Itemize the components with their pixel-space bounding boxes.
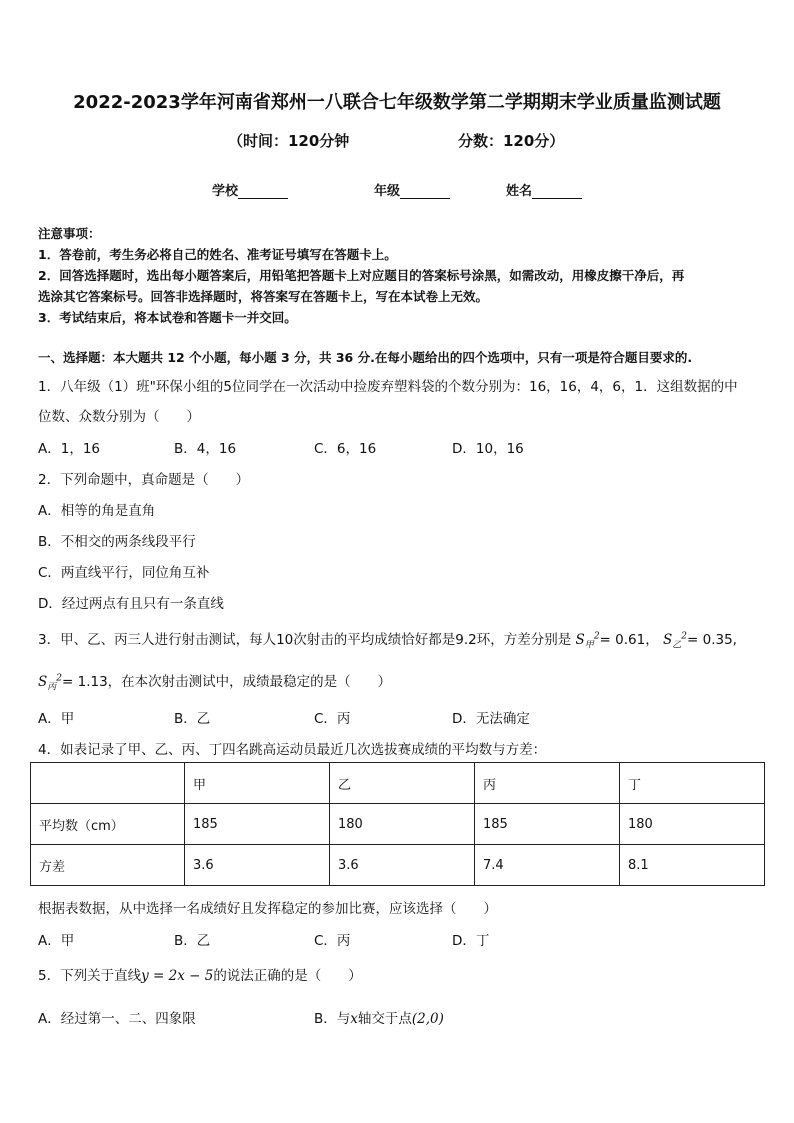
q3-stem-line1: 3．甲、乙、丙三人进行射击测试，每人10次射击的平均成绩恰好都是9.2环，方差分别是 $S_甲^2= 0.61$， $S_乙^2= 0.35$,	[38, 631, 737, 651]
q4-stem: 4．如表记录了甲、乙、丙、丁四名跳高运动员最近几次选拔赛成绩的平均数与方差：	[38, 742, 547, 758]
q3-variance-bing-value: = 1.13	[62, 674, 108, 690]
table-row-label: 平均数（cm）	[31, 804, 185, 845]
q1-option-b[interactable]: B．4，16	[174, 441, 237, 457]
q5-stem	[38, 964, 362, 984]
name-blank	[532, 184, 582, 199]
table-cell: 3.6	[185, 845, 330, 886]
q3-stem-line2	[38, 670, 391, 693]
table-header-bing: 丙	[475, 763, 620, 804]
grade-field[interactable]	[374, 180, 450, 199]
q5-stem-post: 的说法正确的是（ ）	[213, 968, 362, 984]
table-header-jia: 甲	[185, 763, 330, 804]
notice-heading: 注意事项：	[38, 226, 101, 241]
q5-option-b-mid: 轴交于点	[357, 1011, 412, 1027]
table-cell: 185	[185, 804, 330, 845]
table-cell: 185	[475, 804, 620, 845]
q3-option-d[interactable]: D．无法确定	[452, 711, 530, 727]
exam-title: 2022-2023学年河南省郑州一八联合七年级数学第二学期期末学业质量监测试题	[73, 92, 721, 113]
table-cell	[31, 763, 185, 804]
table-row	[31, 804, 765, 845]
name-field[interactable]	[506, 180, 582, 199]
q5-option-b[interactable]	[314, 1007, 444, 1027]
notice-item-1: 1．答卷前，考生务必将自己的姓名、准考证号填写在答题卡上。	[38, 247, 397, 262]
q5-option-b-point: (2,0)	[411, 1011, 444, 1027]
table-header-ding: 丁	[620, 763, 765, 804]
exam-time: （时间：120分钟	[228, 132, 350, 150]
q5-stem-pre: 5．下列关于直线	[38, 968, 142, 984]
q3-variance-jia-value: = 0.61	[599, 632, 646, 648]
q5-option-a[interactable]: A．经过第一、二、四象限	[38, 1011, 196, 1027]
q3-option-a[interactable]: A．甲	[38, 711, 75, 727]
table-header-yi: 乙	[330, 763, 475, 804]
school-field[interactable]	[212, 180, 288, 199]
q4-option-c[interactable]: C．丙	[314, 933, 351, 949]
notice-item-2: 2．回答选择题时，选出每小题答案后，用铅笔把答题卡上对应题目的答案标号涂黑，如需改动，用橡皮擦干净后，再	[38, 268, 685, 283]
q3-option-c[interactable]: C．丙	[314, 711, 351, 727]
q4-question: 根据表数据，从中选择一名成绩好且发挥稳定的参加比赛，应该选择（ ）	[38, 901, 497, 917]
q3-stem-text: 3．甲、乙、丙三人进行射击测试，每人10次射击的平均成绩恰好都是9.2环，方差分别是	[38, 632, 572, 648]
table-header-row	[31, 763, 765, 804]
q1-option-d[interactable]: D．10，16	[452, 441, 524, 457]
q4-option-b[interactable]: B．乙	[174, 933, 211, 949]
table-row-label: 方差	[31, 845, 185, 886]
q3-option-b[interactable]: B．乙	[174, 711, 211, 727]
grade-blank	[400, 184, 450, 199]
q3-variance-jia: $S_甲^2$	[575, 631, 600, 651]
q4-option-a[interactable]: A．甲	[38, 933, 75, 949]
table-row	[31, 845, 765, 886]
q2-option-d[interactable]: D．经过两点有且只有一条直线	[38, 596, 224, 612]
q2-option-b[interactable]: B．不相交的两条线段平行	[38, 534, 196, 550]
q2-option-c[interactable]: C．两直线平行，同位角互补	[38, 565, 210, 581]
q1-option-c[interactable]: C．6，16	[314, 441, 377, 457]
school-label: 学校	[212, 184, 239, 199]
notice-item-3: 3．考试结束后，将本试卷和答题卡一并交回。	[38, 310, 297, 325]
q5-formula: y = 2x − 5	[141, 968, 214, 984]
q1-option-a[interactable]: A．1，16	[38, 441, 101, 457]
q3-variance-yi: $S_乙^2$	[663, 631, 688, 651]
q3-stem-rest: ，在本次射击测试中，成绩最稳定的是（ ）	[107, 674, 392, 690]
q3-variance-bing: $S_丙^2$	[38, 673, 62, 693]
notice-item-2-cont: 选涂其它答案标号。回答非选择题时，将答案写在答题卡上，写在本试卷上无效。	[38, 289, 489, 304]
table-cell: 180	[620, 804, 765, 845]
name-label: 姓名	[506, 184, 533, 199]
school-blank	[238, 184, 288, 199]
q4-option-d[interactable]: D．丁	[452, 933, 490, 949]
table-cell: 180	[330, 804, 475, 845]
q5-option-b-pre: B．与	[314, 1011, 351, 1027]
q2-option-a[interactable]: A．相等的角是直角	[38, 503, 156, 519]
section-heading: 一、选择题：本大题共 12 个小题，每小题 3 分，共 36 分.在每小题给出的四个选项中，只有一项是符合题目要求的.	[38, 350, 693, 365]
exam-score: 分数：120分）	[458, 132, 565, 150]
q2-stem: 2．下列命题中，真命题是（ ）	[38, 472, 250, 488]
table-cell: 3.6	[330, 845, 475, 886]
grade-label: 年级	[374, 184, 401, 199]
q4-table	[30, 762, 765, 886]
q3-variance-yi-value: = 0.35,	[687, 632, 737, 648]
q1-stem-line1: 1．八年级（1）班"环保小组的5位同学在一次活动中捡废弃塑料袋的个数分别为：16，16，4，6，1．这组数据的中	[38, 379, 738, 395]
table-cell: 7.4	[475, 845, 620, 886]
q5-option-b-x: x	[350, 1011, 358, 1027]
table-cell: 8.1	[620, 845, 765, 886]
q1-stem-line2: 位数、众数分别为（ ）	[38, 409, 200, 425]
